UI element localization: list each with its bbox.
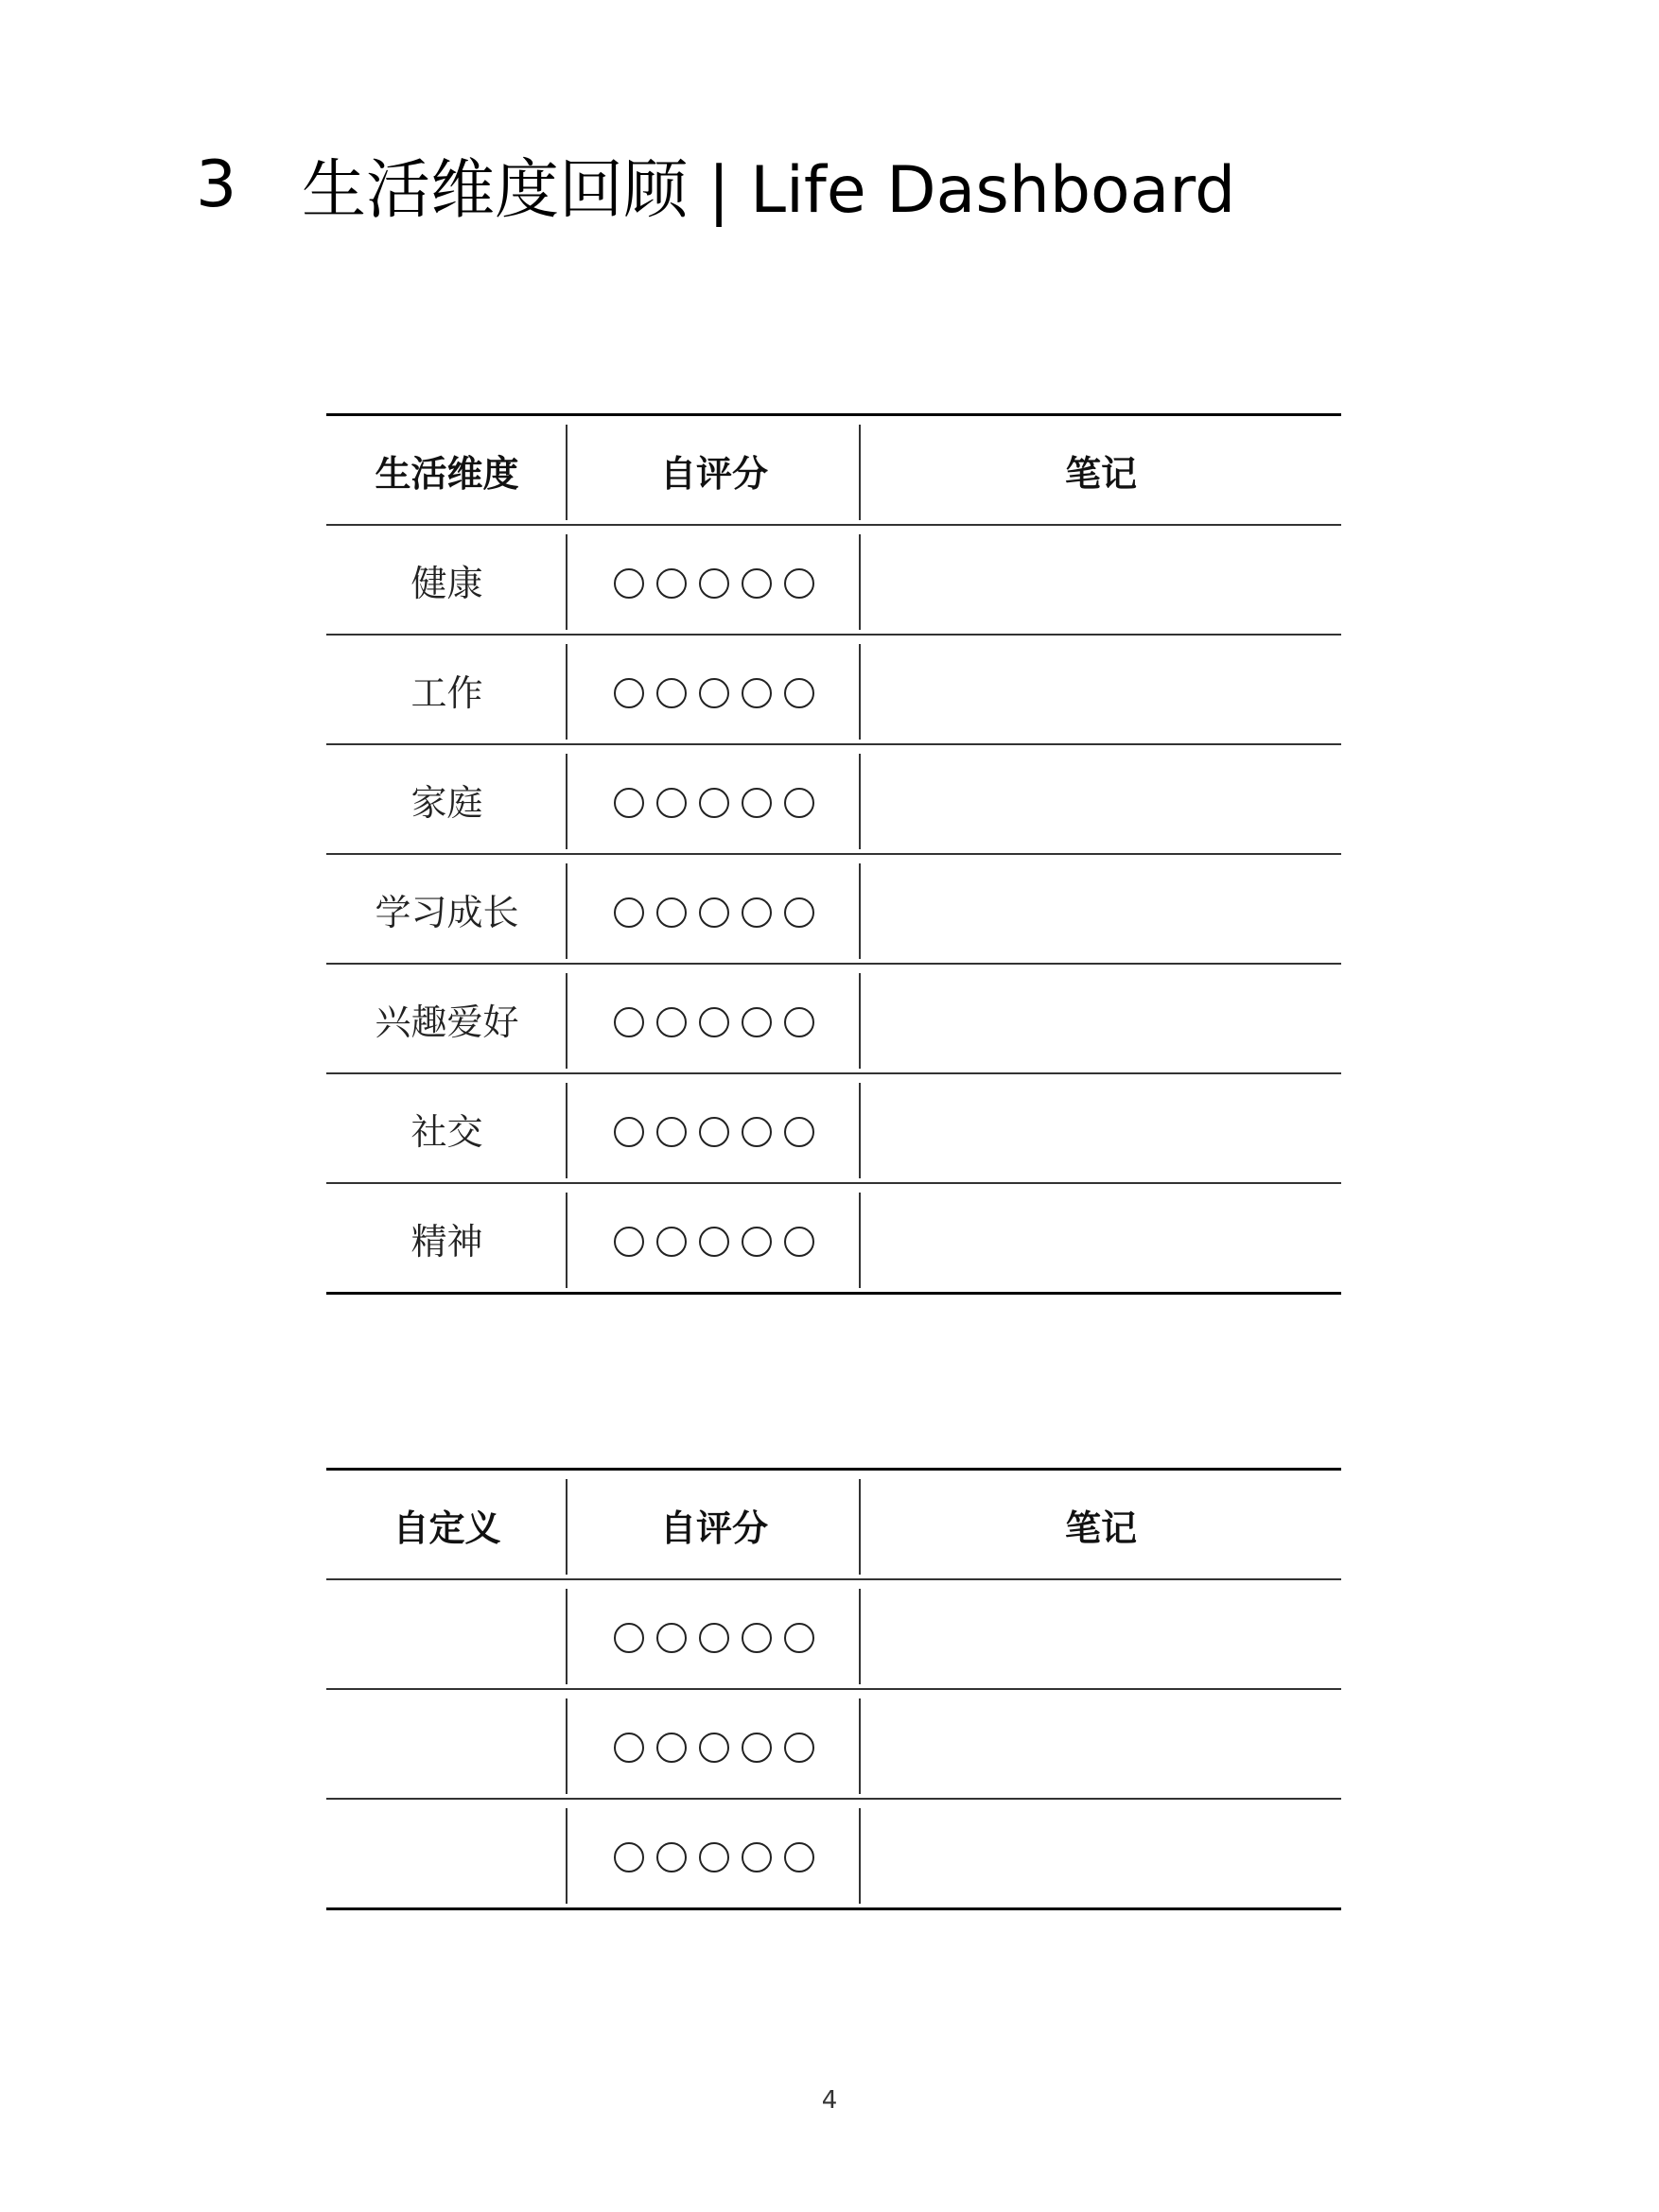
table-header-row [326, 1470, 1341, 1580]
rating-circles [614, 1725, 814, 1763]
rating-circles [614, 1109, 814, 1147]
score-cell [568, 635, 861, 744]
rating-circles [614, 780, 814, 818]
dimension-label: 学习成长 [375, 891, 519, 933]
dimension-cell[interactable] [326, 1183, 568, 1294]
rating-circle-icon[interactable] [784, 568, 814, 599]
rating-circle-icon[interactable] [614, 1007, 644, 1037]
score-cell [568, 744, 861, 854]
dimension-cell[interactable] [326, 964, 568, 1073]
rating-circle-icon[interactable] [699, 1117, 729, 1147]
header-notes: 笔记 [861, 1470, 1341, 1580]
dimension-cell[interactable] [326, 1689, 568, 1799]
score-cell [568, 854, 861, 964]
dimension-label: 社交 [410, 1110, 483, 1153]
rating-circle-icon[interactable] [614, 568, 644, 599]
rating-circle-icon[interactable] [614, 1227, 644, 1257]
rating-circle-icon[interactable] [614, 1842, 644, 1872]
rating-circle-icon[interactable] [699, 1227, 729, 1257]
table-row [326, 1689, 1341, 1799]
table-row [326, 1579, 1341, 1689]
table-row [326, 1183, 1341, 1294]
rating-circle-icon[interactable] [742, 568, 772, 599]
section-title-text: 生活维度回顾 | Life Dashboard [302, 152, 1236, 228]
rating-circle-icon[interactable] [656, 1842, 687, 1872]
score-cell [568, 964, 861, 1073]
page-number: 4 [821, 2086, 838, 2115]
rating-circle-icon[interactable] [742, 1227, 772, 1257]
rating-circle-icon[interactable] [784, 1842, 814, 1872]
header-score: 自评分 [568, 415, 861, 526]
rating-circles [614, 1835, 814, 1872]
rating-circle-icon[interactable] [656, 1007, 687, 1037]
table-row [326, 854, 1341, 964]
notes-cell[interactable] [861, 525, 1341, 635]
notes-cell[interactable] [861, 964, 1341, 1073]
rating-circles [614, 1000, 814, 1037]
dimension-label: 健康 [410, 562, 483, 604]
notes-cell[interactable] [861, 1799, 1341, 1909]
notes-cell[interactable] [861, 635, 1341, 744]
rating-circle-icon[interactable] [742, 1733, 772, 1763]
table-row [326, 525, 1341, 635]
section-number: 3 [196, 147, 237, 222]
rating-circles [614, 561, 814, 599]
score-cell [568, 1799, 861, 1909]
rating-circles [614, 890, 814, 928]
rating-circle-icon[interactable] [656, 1733, 687, 1763]
rating-circles [614, 1219, 814, 1257]
rating-circle-icon[interactable] [742, 1842, 772, 1872]
rating-circle-icon[interactable] [614, 897, 644, 928]
dimension-label: 兴趣爱好 [375, 1001, 519, 1043]
dimension-label: 精神 [410, 1220, 483, 1263]
rating-circle-icon[interactable] [656, 1117, 687, 1147]
notes-cell[interactable] [861, 1579, 1341, 1689]
dimension-cell[interactable] [326, 525, 568, 635]
rating-circle-icon[interactable] [742, 1007, 772, 1037]
rating-circle-icon[interactable] [699, 788, 729, 818]
rating-circle-icon[interactable] [784, 897, 814, 928]
table-row [326, 1073, 1341, 1183]
rating-circle-icon[interactable] [784, 788, 814, 818]
dimension-cell[interactable] [326, 1073, 568, 1183]
rating-circle-icon[interactable] [784, 1733, 814, 1763]
rating-circle-icon[interactable] [656, 1623, 687, 1653]
dimension-cell[interactable] [326, 1799, 568, 1909]
table-row [326, 744, 1341, 854]
rating-circle-icon[interactable] [656, 1227, 687, 1257]
rating-circle-icon[interactable] [699, 897, 729, 928]
rating-circle-icon[interactable] [614, 788, 644, 818]
rating-circle-icon[interactable] [784, 1227, 814, 1257]
table-header-row [326, 415, 1341, 526]
rating-circle-icon[interactable] [699, 678, 729, 708]
table-row [326, 964, 1341, 1073]
dimension-label: 工作 [410, 671, 483, 714]
rating-circle-icon[interactable] [742, 1117, 772, 1147]
dimension-cell[interactable] [326, 1579, 568, 1689]
score-cell [568, 1579, 861, 1689]
rating-circle-icon[interactable] [614, 678, 644, 708]
table-row [326, 635, 1341, 744]
header-score: 自评分 [568, 1470, 861, 1580]
rating-circle-icon[interactable] [742, 1623, 772, 1653]
rating-circle-icon[interactable] [656, 897, 687, 928]
rating-circle-icon[interactable] [656, 568, 687, 599]
rating-circles [614, 1615, 814, 1653]
section-title [196, 132, 1235, 236]
score-cell [568, 525, 861, 635]
notes-cell[interactable] [861, 1689, 1341, 1799]
score-cell [568, 1183, 861, 1294]
header-notes: 笔记 [861, 415, 1341, 526]
rating-circle-icon[interactable] [614, 1623, 644, 1653]
rating-circle-icon[interactable] [614, 1733, 644, 1763]
rating-circle-icon[interactable] [742, 788, 772, 818]
rating-circle-icon[interactable] [699, 1623, 729, 1653]
rating-circles [614, 671, 814, 708]
notes-cell[interactable] [861, 744, 1341, 854]
rating-circle-icon[interactable] [784, 1007, 814, 1037]
dimension-cell[interactable] [326, 744, 568, 854]
rating-circle-icon[interactable] [699, 1007, 729, 1037]
notes-cell[interactable] [861, 1073, 1341, 1183]
custom-dimensions-table [326, 1468, 1341, 1910]
header-dimension: 生活维度 [326, 415, 568, 526]
rating-circle-icon[interactable] [699, 1733, 729, 1763]
notes-cell[interactable] [861, 854, 1341, 964]
score-cell [568, 1073, 861, 1183]
dimension-label: 家庭 [410, 781, 483, 824]
notes-cell[interactable] [861, 1183, 1341, 1294]
rating-circle-icon[interactable] [784, 1623, 814, 1653]
score-cell [568, 1689, 861, 1799]
rating-circle-icon[interactable] [742, 678, 772, 708]
life-dimensions-table [326, 413, 1341, 1295]
rating-circle-icon[interactable] [784, 1117, 814, 1147]
dimension-cell[interactable] [326, 635, 568, 744]
header-custom: 自定义 [326, 1470, 568, 1580]
dimension-cell[interactable] [326, 854, 568, 964]
rating-circle-icon[interactable] [699, 568, 729, 599]
rating-circle-icon[interactable] [614, 1117, 644, 1147]
rating-circle-icon[interactable] [742, 897, 772, 928]
rating-circle-icon[interactable] [656, 678, 687, 708]
rating-circle-icon[interactable] [699, 1842, 729, 1872]
rating-circle-icon[interactable] [784, 678, 814, 708]
rating-circle-icon[interactable] [656, 788, 687, 818]
table-row [326, 1799, 1341, 1909]
